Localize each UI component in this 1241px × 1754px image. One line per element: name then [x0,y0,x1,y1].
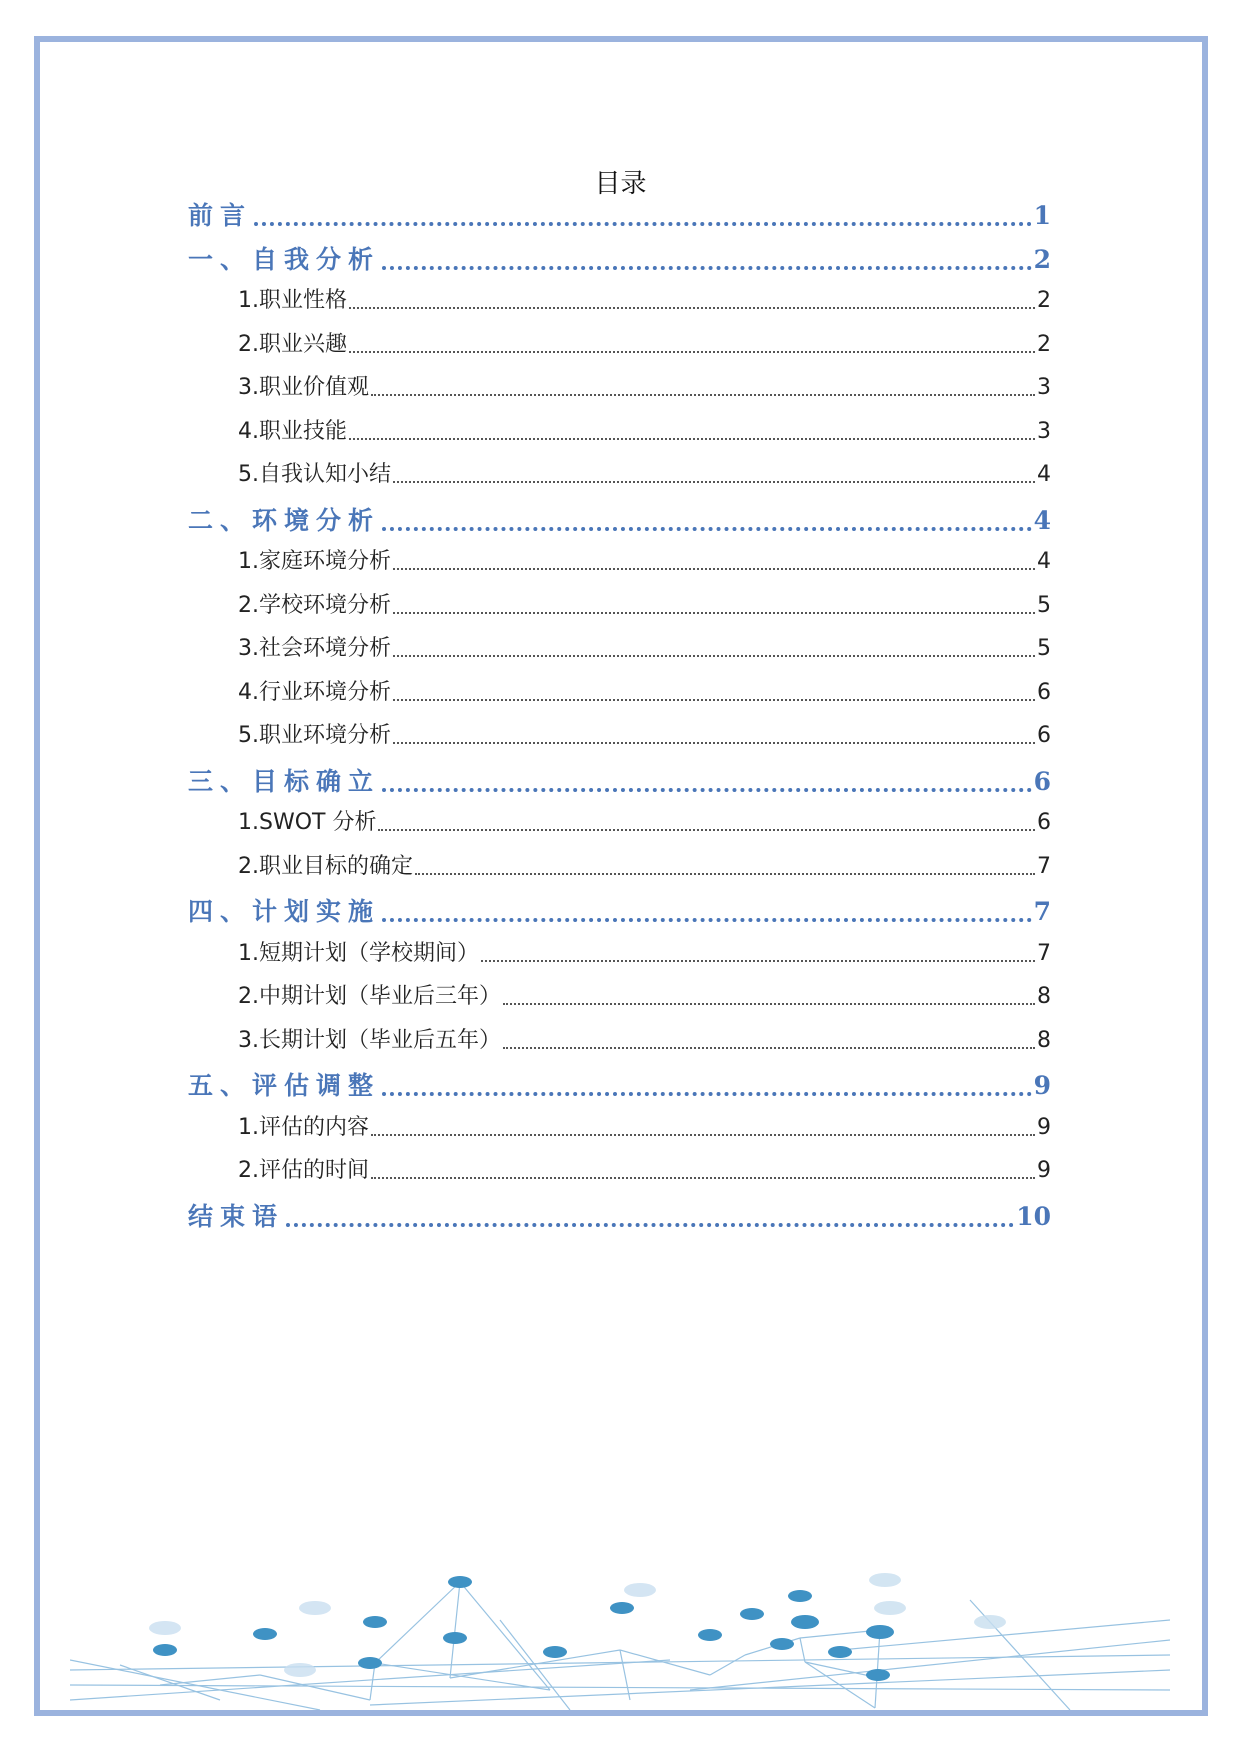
toc-page-number: 7 [1033,897,1051,926]
toc-chapter-entry[interactable] [188,501,1051,537]
toc-entry-label: 4.行业环境分析 [238,679,391,705]
toc-dot-leader [382,918,1032,922]
toc-dot-leader [503,1047,1035,1049]
toc-chapter-entry[interactable] [188,1197,1051,1233]
toc-page-number: 6 [1037,723,1051,748]
toc-entry-label: 四、计划实施 [188,897,381,926]
toc-dot-leader [415,873,1035,875]
toc-entry-label: 五、评估调整 [188,1071,381,1100]
toc-dot-leader [349,307,1035,309]
toc-entry-label: 5.职业环境分析 [238,723,391,748]
toc-page-number: 6 [1037,679,1051,705]
toc-entry-label: 2.中期计划（毕业后三年） [238,984,501,1009]
toc-page-number: 8 [1037,984,1051,1009]
toc-chapter-entry[interactable] [188,1066,1051,1102]
toc-page-number: 2 [1037,331,1051,357]
toc-entry-label: 前言 [188,201,253,230]
toc-dot-leader [393,612,1035,614]
toc-dot-leader [393,699,1035,701]
toc-section-entry[interactable] [238,1110,1051,1141]
toc-section-entry[interactable] [238,849,1051,880]
toc-page-number: 3 [1037,375,1051,400]
toc-page-number: 10 [1016,1201,1051,1231]
toc-section-entry[interactable] [238,588,1051,619]
toc-chapter-entry[interactable] [188,762,1051,798]
toc-dot-leader [349,351,1035,353]
toc-section-entry[interactable] [238,936,1051,967]
toc-page-number: 5 [1037,592,1051,618]
toc-chapter-entry[interactable] [188,892,1051,928]
toc-entry-label: 一、自我分析 [188,244,381,274]
toc-section-entry[interactable] [238,544,1051,575]
toc-page-number: 9 [1033,1071,1051,1100]
toc-dot-leader [393,655,1035,657]
toc-section-entry[interactable] [238,718,1051,749]
toc-chapter-entry[interactable] [188,240,1051,276]
toc-section-entry[interactable] [238,327,1051,358]
toc-page-number: 4 [1033,505,1051,535]
toc-entry-label: 3.职业价值观 [238,375,369,400]
toc-page-number: 4 [1037,549,1051,574]
toc-section-entry[interactable] [238,457,1051,488]
toc-title: 目录 [594,169,647,199]
toc-dot-leader [254,222,1032,226]
toc-entry-label: 三、目标确立 [188,766,381,796]
toc-dot-leader [382,788,1032,792]
toc-dot-leader [393,742,1035,744]
toc-entry-label: 1.SWOT 分析 [238,810,377,835]
toc-section-entry[interactable] [238,805,1051,836]
network-decoration-image [70,1560,1170,1710]
toc-page-number: 2 [1033,244,1051,274]
toc-entry-label: 3.长期计划（毕业后五年） [238,1027,501,1053]
toc-page-number: 3 [1037,418,1051,444]
toc-dot-leader [286,1223,1014,1227]
toc-entry-label: 1.评估的内容 [238,1114,369,1140]
toc-page-number: 6 [1033,766,1051,796]
toc-entry-label: 2.学校环境分析 [238,592,391,618]
toc-entry-label: 3.社会环境分析 [238,636,391,661]
toc-dot-leader [382,527,1032,531]
toc-dot-leader [393,568,1035,570]
toc-dot-leader [349,438,1035,440]
toc-dot-leader [378,829,1035,831]
toc-page-number: 7 [1037,940,1051,966]
toc-section-entry[interactable] [238,979,1051,1010]
toc-section-entry[interactable] [238,631,1051,662]
toc-section-entry[interactable] [238,283,1051,314]
toc-entry-label: 二、环境分析 [188,505,381,535]
toc-page-number: 2 [1037,288,1051,313]
toc-dot-leader [371,1134,1035,1136]
toc-entry-label: 2.职业兴趣 [238,331,347,357]
toc-section-entry[interactable] [238,1153,1051,1184]
toc-dot-leader [371,394,1035,396]
toc-entry-label: 结束语 [188,1201,285,1231]
toc-dot-leader [382,1092,1032,1096]
toc-entry-label: 2.评估的时间 [238,1158,369,1183]
toc-chapter-entry[interactable] [188,196,1051,232]
toc-entry-label: 5.自我认知小结 [238,462,391,487]
toc-entry-label: 4.职业技能 [238,418,347,444]
toc-page-number: 6 [1037,810,1051,835]
toc-page-number: 5 [1037,636,1051,661]
toc-page-number: 4 [1037,462,1051,487]
toc-dot-leader [382,266,1032,270]
toc-section-entry[interactable] [238,370,1051,401]
toc-page-number: 9 [1037,1158,1051,1183]
toc-page-number: 1 [1033,201,1051,230]
toc-dot-leader [481,960,1035,962]
toc-entry-label: 1.家庭环境分析 [238,549,391,574]
toc-page-number: 9 [1037,1114,1051,1140]
toc-section-entry[interactable] [238,675,1051,706]
toc-entry-label: 1.短期计划（学校期间） [238,940,479,966]
toc-section-entry[interactable] [238,1023,1051,1054]
toc-page-number: 7 [1037,853,1051,879]
toc-page-number: 8 [1037,1027,1051,1053]
toc-entry-label: 1.职业性格 [238,288,347,313]
toc-entry-label: 2.职业目标的确定 [238,853,413,879]
toc-section-entry[interactable] [238,414,1051,445]
toc-dot-leader [503,1003,1035,1005]
toc-dot-leader [393,481,1035,483]
toc-dot-leader [371,1177,1035,1179]
